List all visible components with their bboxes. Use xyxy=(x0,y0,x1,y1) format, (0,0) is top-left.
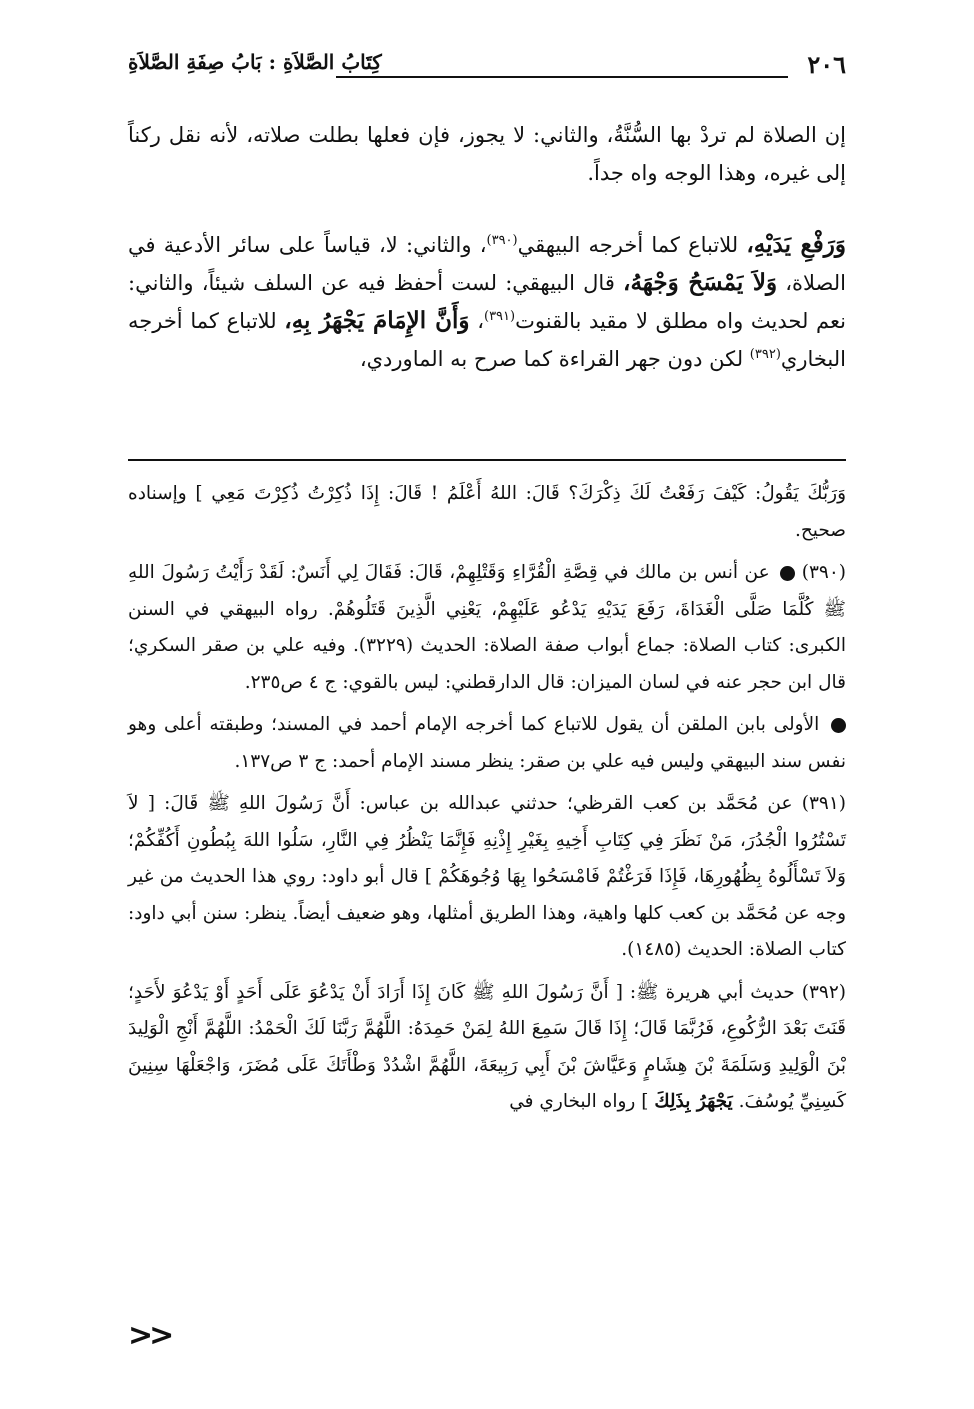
footnotes xyxy=(128,476,846,1127)
matn-phrase: وَلاَ يَمْسَحُ وَجْهَهُ، xyxy=(623,269,778,296)
text-run: للاتباع كما أخرجه البخاري xyxy=(128,309,846,371)
text-run: قال البيهقي: لست أحفظ فيه عن السلف شيئاً، والثاني: نعم لحديث واه مطلق لا مقيد بالقنوت xyxy=(128,271,846,333)
footnote-ref: (٣٩١) xyxy=(484,309,516,324)
continuation-arrows-icon: << xyxy=(128,1318,171,1353)
footnote-separator xyxy=(128,459,846,461)
footnote-continuation: وَرَبُّكَ يَقُولُ: كَيْفَ رَفَعْتُ لَكَ ذِكْرَكَ؟ قَالَ: اللهُ أَعْلَمُ ! قَالَ: إِذَا ذُكِرْتُ ذُكِرْتَ مَعِي ] وإسناده صحيح. xyxy=(128,483,846,541)
footnote-number: (٣٩٠) xyxy=(801,562,846,583)
paragraph-1: إن الصلاة لم تردْ بها السُّنَّةُ، والثاني: لا يجوز، فإن فعلها بطلت صلاته، لأنه نقل ركناً إلى غيره، وهذا الوجه واه جداً. xyxy=(128,123,846,185)
matn-phrase: وَأَنَّ الإِمَامَ يَجْهَرُ بِهِ، xyxy=(284,307,470,334)
footnote-number: (٣٩١) xyxy=(801,793,846,814)
footnote-number: (٣٩٢) xyxy=(801,981,846,1003)
matn-phrase: وَرَفْعِ يَدَيْهِ، xyxy=(746,231,846,258)
footnote-text: عن أنس بن مالك في قِصَّةِ الْقُرَّاءِ وَقَتْلِهِمْ، قَالَ: فَقَالَ لِي أَنَسٌ: لَقَدْ رَأَيْتُ رَسُولَ اللهِ ﷺ كُلَّمَا صَلَّى الْغَدَاةَ، رَفَعَ يَدَيْهِ يَدْعُو عَلَيْهِمْ، يَعْنِي الَّذِينَ قَتَلُوهُمْ. رواه البيهقي في السنن الكبرى: كتاب الصلاة: جماع أبواب صفة الصلاة: الحديث (٣٢٢٩). وفيه علي بن صقر السكري؛ قال ابن حجر عنه في لسان الميزان: قال الدارقطني: ليس بالقوي: ج ٤ ص٢٣٥. xyxy=(128,562,846,693)
footnote-390-note xyxy=(128,707,846,780)
page-header xyxy=(128,40,846,90)
header-rule xyxy=(336,76,788,78)
page-number: ٢٠٦ xyxy=(807,50,846,79)
footnote-ref: (٣٩٠) xyxy=(486,233,518,248)
text-run: للاتباع كما أخرجه البيهقي xyxy=(517,233,747,257)
footnote-391 xyxy=(128,786,846,969)
text-run: لكن دون جهر القراءة كما صرح به الماوردي، xyxy=(359,347,750,371)
bullet-icon xyxy=(831,718,846,733)
footnote-text: حديث أبي هريرة ﷺ: [ أَنَّ رَسُولَ اللهِ ﷺ كَانَ إِذَا أَرَادَ أَنْ يَدْعُوَ عَلَى أَحَدٍ أَوْ يَدْعُوَ لأَحَدٍ؛ قَنَتَ بَعْدَ الرُّكُوعِ، فَرُبَّمَا قَالَ؛ إِذَا قَالَ سَمِعَ اللهُ لِمَنْ حَمِدَهُ: اللَّهُمَّ رَبَّنَا لَكَ الْحَمْدُ: اللَّهُمَّ أَنْجِ الْوَلِيدَ بْنَ الْوَلِيدِ وَسَلَمَةَ بْنَ هِشَامٍ وَعَيَّاشَ بْنَ أَبِي رَبِيعَةَ، اللَّهُمَّ اشْدُدْ وَطْأَتَكَ عَلَى مُضَرَ، وَاجْعَلْهَا سِنِينَ كَسِنِيِّ يُوسُفَ. xyxy=(128,981,846,1112)
footnote-text: الأولى بابن الملقن أن يقول للاتباع كما أخرجه الإمام أحمد في المسند؛ وطبقته أعلى وهو نفس سند البيهقي وليس فيه علي بن صقر: ينظر مسند الإمام أحمد: ج ٣ ص١٣٧. xyxy=(128,714,846,772)
footnote-390 xyxy=(128,555,846,701)
running-title: كِتَابُ الصَّلاَةِ : بَابُ صِفَةِ الصَّلاَةِ xyxy=(128,50,382,74)
bullet-icon xyxy=(780,566,795,581)
footnote-392 xyxy=(128,975,846,1121)
main-text xyxy=(128,116,846,378)
text-run: ، والثاني: لا، قياساً على سائر الأدعية في الصلاة، xyxy=(128,233,846,295)
footnote-bold-phrase: يَجْهَرُ بِذَلِكَ xyxy=(654,1091,733,1112)
footnote-ref: (٣٩٢) xyxy=(749,347,781,362)
paragraph-2 xyxy=(128,226,846,378)
footnote-text: ] رواه البخاري في xyxy=(509,1091,655,1112)
text-run: ، xyxy=(469,309,484,333)
footnote-text: عن مُحَمَّد بن كعب القرظي؛ حدثني عبدالله بن عباس: أَنَّ رَسُولَ اللهِ ﷺ قَالَ: [ لاَ تَسْتُرُوا الْجُدُرَ، مَنْ نَظَرَ فِي كِتَابِ أَخِيهِ بِغَيْرِ إِذْنِهِ فَإِنَّمَا يَنْظُرُ فِي النَّارِ، سَلُوا اللهَ بِبُطُونِ أَكُفِّكُمْ؛ وَلاَ تَسْأَلُوهُ بِظُهُورِهَا، فَإِذَا فَرَغْتُمْ فَامْسَحُوا بِهَا وُجُوهَكُمْ ] قال أبو داود: روي هذا الحديث من غير وجه عن مُحَمَّد بن كعب كلها واهية، وهذا الطريق أمثلها، وهو ضعيف أيضاً. ينظر: سنن أبي داود: كتاب الصلاة: الحديث (١٤٨٥). xyxy=(128,793,846,960)
